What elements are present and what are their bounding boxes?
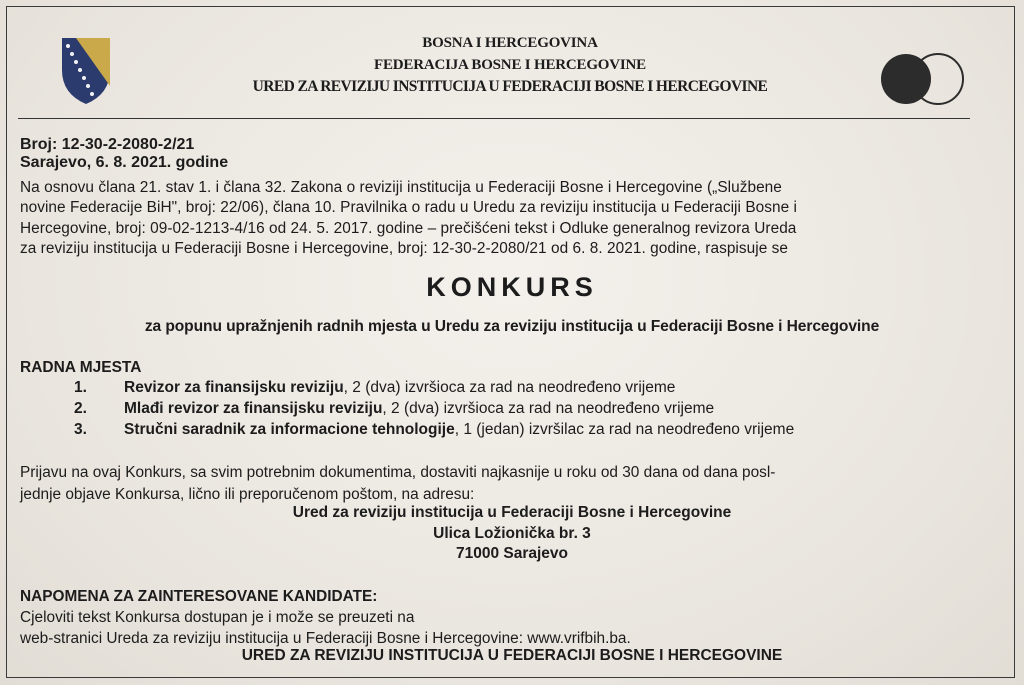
header-divider (18, 118, 970, 119)
reference-number: Broj: 12-30-2-2080-2/21 (20, 136, 195, 153)
application-paragraph (20, 462, 1010, 506)
position-detail: , 1 (jedan) izvršilac za rad na neodređeno vrijeme (454, 421, 795, 438)
candidate-note (20, 586, 1005, 649)
coat-of-arms-icon (58, 34, 114, 106)
intro-line: Hercegovine, broj: 09-02-1213-4/16 od 24. 5. 2017. godine – prečišćeni tekst i Odluke generalnog revizora Ureda (20, 219, 797, 237)
note-label: NAPOMENA ZA ZAINTERESOVANE KANDIDATE: (20, 588, 378, 605)
footer-signature: URED ZA REVIZIJU INSTITUCIJA U FEDERACIJI BOSNE I HERCEGOVINE (241, 647, 783, 664)
header-country: BOSNA I HERCEGOVINA (422, 35, 598, 51)
intro-line: za reviziju institucija u Federaciji Bosne i Hercegovine, broj: 12-30-2-2080/21 od 6. 8. 2021. godine, raspisuje se (20, 239, 789, 257)
issuer-header (150, 32, 870, 98)
header-entity: FEDERACIJA BOSNE I HERCEGOVINE (374, 57, 646, 73)
position-number: 2. (74, 400, 87, 417)
reference-place-date: Sarajevo, 6. 8. 2021. godine (20, 154, 229, 171)
notice-border (6, 6, 1015, 678)
mailing-address (0, 503, 1024, 565)
position-detail: , 2 (dva) izvršioca za rad na neodređeno vrijeme (343, 379, 676, 396)
reference-block (20, 136, 228, 172)
note-text: Cjeloviti tekst Konkursa dostupan je i može se preuzeti na (20, 609, 415, 626)
legal-basis-paragraph (20, 178, 1010, 259)
position-number: 1. (74, 379, 87, 396)
intro-line: novine Federacije BiH", broj: 22/06), člana 10. Pravilnika o radu u Uredu za reviziju institucija u Federaciji Bosne i (20, 199, 798, 217)
header-office: URED ZA REVIZIJU INSTITUCIJA U FEDERACIJI BOSNE I HERCEGOVINE (252, 78, 768, 95)
apply-line: Prijavu na ovaj Konkurs, sa svim potrebnim dokumentima, dostaviti najkasnije u roku od 30 dana od dana posl- (20, 464, 776, 481)
note-text-website: web-stranici Ureda za reviziju institucija u Federaciji Bosne i Hercegovine: www.vrifbih.ba. (20, 630, 631, 647)
position-number: 3. (74, 421, 87, 438)
notice-title: KONKURS (426, 272, 598, 302)
address-institution: Ured za reviziju institucija u Federaciji Bosne i Hercegovine (292, 504, 732, 521)
position-title: Stručni saradnik za informacione tehnologije (124, 421, 455, 438)
position-title: Mlađi revizor za finansijsku reviziju (124, 400, 383, 417)
address-city: 71000 Sarajevo (455, 545, 569, 562)
intro-line: Na osnovu člana 21. stav 1. i člana 32. Zakona o reviziji institucija u Federaciji Bosne i Hercegovine („Službene (20, 179, 782, 196)
position-detail: , 2 (dva) izvršioca za rad na neodređeno vrijeme (382, 400, 715, 417)
position-title: Revizor za finansijsku reviziju (124, 379, 344, 396)
positions-heading: RADNA MJESTA (20, 359, 142, 376)
apply-line: jednje objave Konkursa, lično ili preporučenom poštom, na adresu: (20, 486, 475, 503)
address-street: Ulica Ložionička br. 3 (433, 524, 591, 542)
audit-office-logo-icon (872, 52, 968, 106)
notice-subtitle: za popunu upražnjenih radnih mjesta u Uredu za reviziju institucija u Federaciji Bosne i Hercegovine (144, 318, 880, 335)
